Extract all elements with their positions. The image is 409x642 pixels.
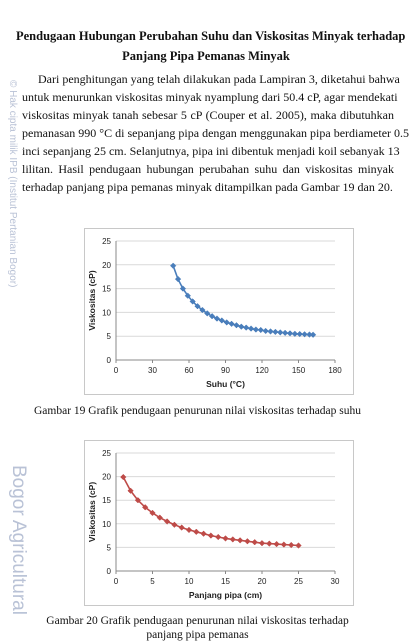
data-point	[186, 527, 192, 533]
data-point	[201, 531, 207, 537]
paragraph-line: inci sepanjang 25 cm. Selanjutnya, pipa ini dibentuk menjadi koil sebanyak 13	[22, 144, 400, 158]
y-tick-label: 0	[106, 356, 111, 365]
x-tick-label: 90	[221, 366, 230, 375]
section-title	[16, 26, 406, 66]
x-tick-label: 25	[294, 577, 303, 586]
x-tick-label: 0	[113, 577, 119, 586]
x-tick-label: 120	[255, 366, 269, 375]
y-tick-label: 10	[102, 519, 111, 529]
y-tick-label: 25	[102, 237, 111, 246]
data-point	[282, 330, 288, 336]
figure-caption-20: Gambar 20 Grafik pendugaan penurunan nilai viskositas terhadap	[46, 615, 349, 627]
y-tick-label: 20	[102, 472, 111, 482]
x-tick-label: 30	[330, 577, 340, 586]
y-tick-label: 0	[106, 567, 111, 576]
data-point	[170, 263, 176, 269]
y-axis-title: Viskositas (cP)	[87, 481, 97, 543]
chart-viskositas-suhu	[84, 228, 354, 395]
data-point	[229, 321, 235, 327]
data-point	[253, 327, 259, 333]
data-point	[287, 331, 293, 337]
data-point	[259, 540, 265, 546]
y-tick-label: 10	[102, 308, 111, 318]
data-point	[245, 538, 251, 544]
x-tick-label: 5	[150, 577, 155, 586]
data-point	[172, 522, 178, 528]
data-point	[274, 541, 280, 547]
figure-caption-20-line2: panjang pipa pemanas	[146, 629, 249, 641]
y-tick-label: 5	[106, 543, 111, 553]
paragraph-line: untuk menurunkan viskositas minyak nyamplung dari 50.4 cP, agar mendekati	[22, 90, 398, 104]
data-point	[258, 327, 264, 333]
data-point	[237, 538, 243, 544]
paragraph-line: terhadap panjang pipa pemanas minyak ditampilkan pada Gambar 19 dan 20.	[22, 180, 393, 194]
data-point	[179, 525, 185, 531]
data-point	[194, 529, 200, 535]
data-point	[310, 332, 316, 338]
y-axis-title: Viskositas (cP)	[87, 270, 97, 331]
paragraph-line: Dari penghitungan yang telah dilakukan pada Lampiran 3, diketahui bahwa	[38, 72, 400, 86]
data-point	[215, 534, 221, 540]
data-point	[234, 322, 240, 328]
section-title-line2: Panjang Pipa Pemanas Minyak	[122, 49, 290, 63]
x-tick-label: 180	[328, 366, 342, 375]
data-point	[281, 542, 287, 548]
watermark	[0, 70, 29, 630]
data-point	[267, 541, 273, 547]
section-title-line1: Pendugaan Hubungan Perubahan Suhu dan Viskositas Minyak terhadap	[16, 29, 406, 43]
x-tick-label: 0	[113, 366, 119, 375]
x-tick-label: 150	[291, 366, 306, 375]
x-tick-label: 30	[148, 366, 157, 375]
x-tick-label: 20	[257, 577, 267, 586]
y-tick-label: 5	[106, 332, 111, 342]
y-tick-label: 15	[102, 284, 111, 294]
chart-svg-panjang-pipa	[85, 441, 353, 605]
x-axis-title: Suhu (°C)	[206, 379, 245, 389]
watermark-text-bogor: Bogor Agricultural	[8, 465, 29, 615]
data-point	[263, 328, 269, 334]
paragraph-line: pemanasan 990 °C di sepanjang pipa dengan menggunakan pipa berdiameter 0.5	[22, 126, 409, 140]
y-tick-label: 25	[102, 449, 111, 458]
data-point	[175, 276, 181, 282]
x-tick-label: 15	[221, 577, 230, 586]
data-point	[268, 329, 274, 335]
body-paragraph	[22, 70, 409, 196]
data-point	[230, 537, 236, 543]
paragraph-line: viskositas minyak tanah sebesar 5 cP (Couper et al. 2005), maka dibutuhkan	[22, 108, 394, 122]
y-tick-label: 15	[102, 496, 111, 506]
x-tick-label: 10	[184, 577, 194, 586]
figure-caption-19: Gambar 19 Grafik pendugaan penurunan nilai viskositas terhadap suhu	[33, 405, 362, 417]
data-point	[273, 329, 279, 335]
x-axis-title: Panjang pipa (cm)	[188, 590, 263, 600]
data-point	[277, 330, 283, 336]
x-tick-label: 60	[184, 366, 194, 375]
data-point	[223, 536, 229, 542]
data-point	[208, 533, 214, 539]
watermark-text-copyright: © Hak cipta milik IPB (Institut Pertanian Bogor)	[7, 80, 18, 288]
paragraph-line: lilitan. Hasil pendugaan hubungan perubahan suhu dan viskositas minyak	[22, 162, 394, 176]
data-point	[243, 325, 249, 331]
data-point	[239, 324, 245, 330]
chart-svg-suhu	[85, 229, 353, 394]
data-point	[252, 539, 258, 545]
chart-viskositas-panjang-pipa	[84, 440, 354, 606]
data-point	[248, 326, 254, 332]
data-point	[121, 474, 127, 480]
y-tick-label: 20	[102, 260, 111, 270]
